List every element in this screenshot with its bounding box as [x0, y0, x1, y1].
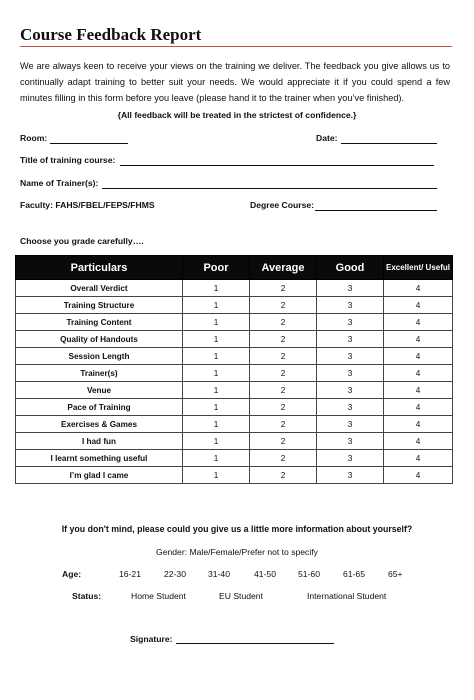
- intro-paragraph: We are always keen to receive your views on the training we deliver. The feedback you give allows us to continually adapt training to better suit your needs. We would appreciate it if you could spend a few minutes filling in this form before you leave (please hand it to the trainer when you’ve finished).: [20, 61, 450, 103]
- age-label: Age:: [62, 569, 82, 579]
- grade-cell[interactable]: 1: [183, 314, 250, 331]
- grade-cell[interactable]: 1: [183, 450, 250, 467]
- particular-label: Exercises & Games: [16, 416, 183, 433]
- table-row: [16, 348, 453, 365]
- table-header-row: [16, 256, 453, 280]
- grade-cell[interactable]: 2: [250, 348, 317, 365]
- grade-cell[interactable]: 4: [384, 314, 453, 331]
- degree-course-field[interactable]: [315, 210, 437, 211]
- grade-cell[interactable]: 3: [317, 382, 384, 399]
- table-row: [16, 331, 453, 348]
- particular-label: Quality of Handouts: [16, 331, 183, 348]
- grade-cell[interactable]: 3: [317, 433, 384, 450]
- trainer-field[interactable]: [102, 188, 437, 189]
- table-row: [16, 280, 453, 297]
- grade-cell[interactable]: 1: [183, 467, 250, 484]
- grade-cell[interactable]: 2: [250, 382, 317, 399]
- grade-cell[interactable]: 2: [250, 450, 317, 467]
- grade-cell[interactable]: 3: [317, 314, 384, 331]
- trainer-label: Name of Trainer(s):: [20, 178, 99, 188]
- grade-cell[interactable]: 4: [384, 348, 453, 365]
- header-particulars: Particulars: [16, 256, 183, 280]
- particular-label: Pace of Training: [16, 399, 183, 416]
- grade-cell[interactable]: 2: [250, 297, 317, 314]
- feedback-table: [15, 255, 453, 484]
- choose-grade-note: Choose you grade carefully….: [20, 236, 144, 246]
- grade-cell[interactable]: 2: [250, 331, 317, 348]
- grade-cell[interactable]: 1: [183, 433, 250, 450]
- grade-cell[interactable]: 1: [183, 348, 250, 365]
- grade-cell[interactable]: 2: [250, 433, 317, 450]
- age-option[interactable]: 51-60: [298, 569, 320, 579]
- age-option[interactable]: 31-40: [208, 569, 230, 579]
- grade-cell[interactable]: 1: [183, 280, 250, 297]
- particular-label: Session Length: [16, 348, 183, 365]
- grade-cell[interactable]: 1: [183, 382, 250, 399]
- age-option[interactable]: 41-50: [254, 569, 276, 579]
- confidentiality-note: {All feedback will be treated in the strictest of confidence.}: [117, 110, 357, 120]
- grade-cell[interactable]: 4: [384, 399, 453, 416]
- header-excellent: Excellent/ Useful: [384, 256, 453, 280]
- grade-cell[interactable]: 4: [384, 467, 453, 484]
- grade-cell[interactable]: 1: [183, 416, 250, 433]
- particular-label: I’m glad I came: [16, 467, 183, 484]
- table-body: [16, 280, 453, 484]
- table-row: [16, 450, 453, 467]
- grade-cell[interactable]: 1: [183, 297, 250, 314]
- course-title-field[interactable]: [120, 165, 434, 166]
- table-row: [16, 365, 453, 382]
- particular-label: Venue: [16, 382, 183, 399]
- grade-cell[interactable]: 4: [384, 331, 453, 348]
- report-title: Course Feedback Report: [20, 25, 202, 44]
- grade-cell[interactable]: 3: [317, 365, 384, 382]
- status-option-eu[interactable]: EU Student: [219, 591, 263, 601]
- table-row: [16, 416, 453, 433]
- grade-cell[interactable]: 2: [250, 467, 317, 484]
- more-info-prompt: If you don't mind, please could you give us a little more information about yourself?: [61, 524, 413, 534]
- faculty-label: Faculty: FAHS/FBEL/FEPS/FHMS: [20, 200, 155, 210]
- grade-cell[interactable]: 3: [317, 416, 384, 433]
- grade-cell[interactable]: 2: [250, 399, 317, 416]
- grade-cell[interactable]: 4: [384, 297, 453, 314]
- header-good: Good: [317, 256, 384, 280]
- grade-cell[interactable]: 3: [317, 297, 384, 314]
- title-rule: [20, 46, 452, 47]
- particular-label: Training Structure: [16, 297, 183, 314]
- signature-label: Signature:: [130, 634, 173, 644]
- particular-label: I had fun: [16, 433, 183, 450]
- status-option-international[interactable]: International Student: [307, 591, 387, 601]
- degree-course-label: Degree Course:: [250, 200, 314, 210]
- header-poor: Poor: [183, 256, 250, 280]
- grade-cell[interactable]: 1: [183, 365, 250, 382]
- table-row: [16, 467, 453, 484]
- table-row: [16, 297, 453, 314]
- grade-cell[interactable]: 2: [250, 416, 317, 433]
- room-label: Room:: [20, 133, 48, 143]
- course-title-label: Title of training course:: [20, 155, 116, 165]
- table-row: [16, 314, 453, 331]
- grade-cell[interactable]: 4: [384, 280, 453, 297]
- age-option[interactable]: 61-65: [343, 569, 365, 579]
- room-field[interactable]: [50, 143, 128, 144]
- grade-cell[interactable]: 4: [384, 416, 453, 433]
- grade-cell[interactable]: 3: [317, 450, 384, 467]
- grade-cell[interactable]: 3: [317, 280, 384, 297]
- gender-options[interactable]: Gender: Male/Female/Prefer not to specify: [156, 547, 318, 557]
- date-label: Date:: [316, 133, 338, 143]
- date-field[interactable]: [341, 143, 437, 144]
- table-row: [16, 433, 453, 450]
- grade-cell[interactable]: 3: [317, 348, 384, 365]
- grade-cell[interactable]: 1: [183, 331, 250, 348]
- signature-field[interactable]: [176, 643, 334, 644]
- particular-label: I learnt something useful: [16, 450, 183, 467]
- table-row: [16, 382, 453, 399]
- age-option[interactable]: 16-21: [119, 569, 141, 579]
- grade-cell[interactable]: 2: [250, 365, 317, 382]
- grade-cell[interactable]: 1: [183, 399, 250, 416]
- age-option[interactable]: 65+: [388, 569, 403, 579]
- particular-label: Trainer(s): [16, 365, 183, 382]
- grade-cell[interactable]: 4: [384, 365, 453, 382]
- grade-cell[interactable]: 3: [317, 399, 384, 416]
- age-option[interactable]: 22-30: [164, 569, 186, 579]
- grade-cell[interactable]: 3: [317, 467, 384, 484]
- grade-cell[interactable]: 2: [250, 314, 317, 331]
- status-option-home[interactable]: Home Student: [131, 591, 186, 601]
- header-average: Average: [250, 256, 317, 280]
- grade-cell[interactable]: 3: [317, 331, 384, 348]
- particular-label: Training Content: [16, 314, 183, 331]
- grade-cell[interactable]: 4: [384, 382, 453, 399]
- status-label: Status:: [72, 591, 102, 601]
- grade-cell[interactable]: 4: [384, 450, 453, 467]
- grade-cell[interactable]: 4: [384, 433, 453, 450]
- table-row: [16, 399, 453, 416]
- grade-cell[interactable]: 2: [250, 280, 317, 297]
- particular-label: Overall Verdict: [16, 280, 183, 297]
